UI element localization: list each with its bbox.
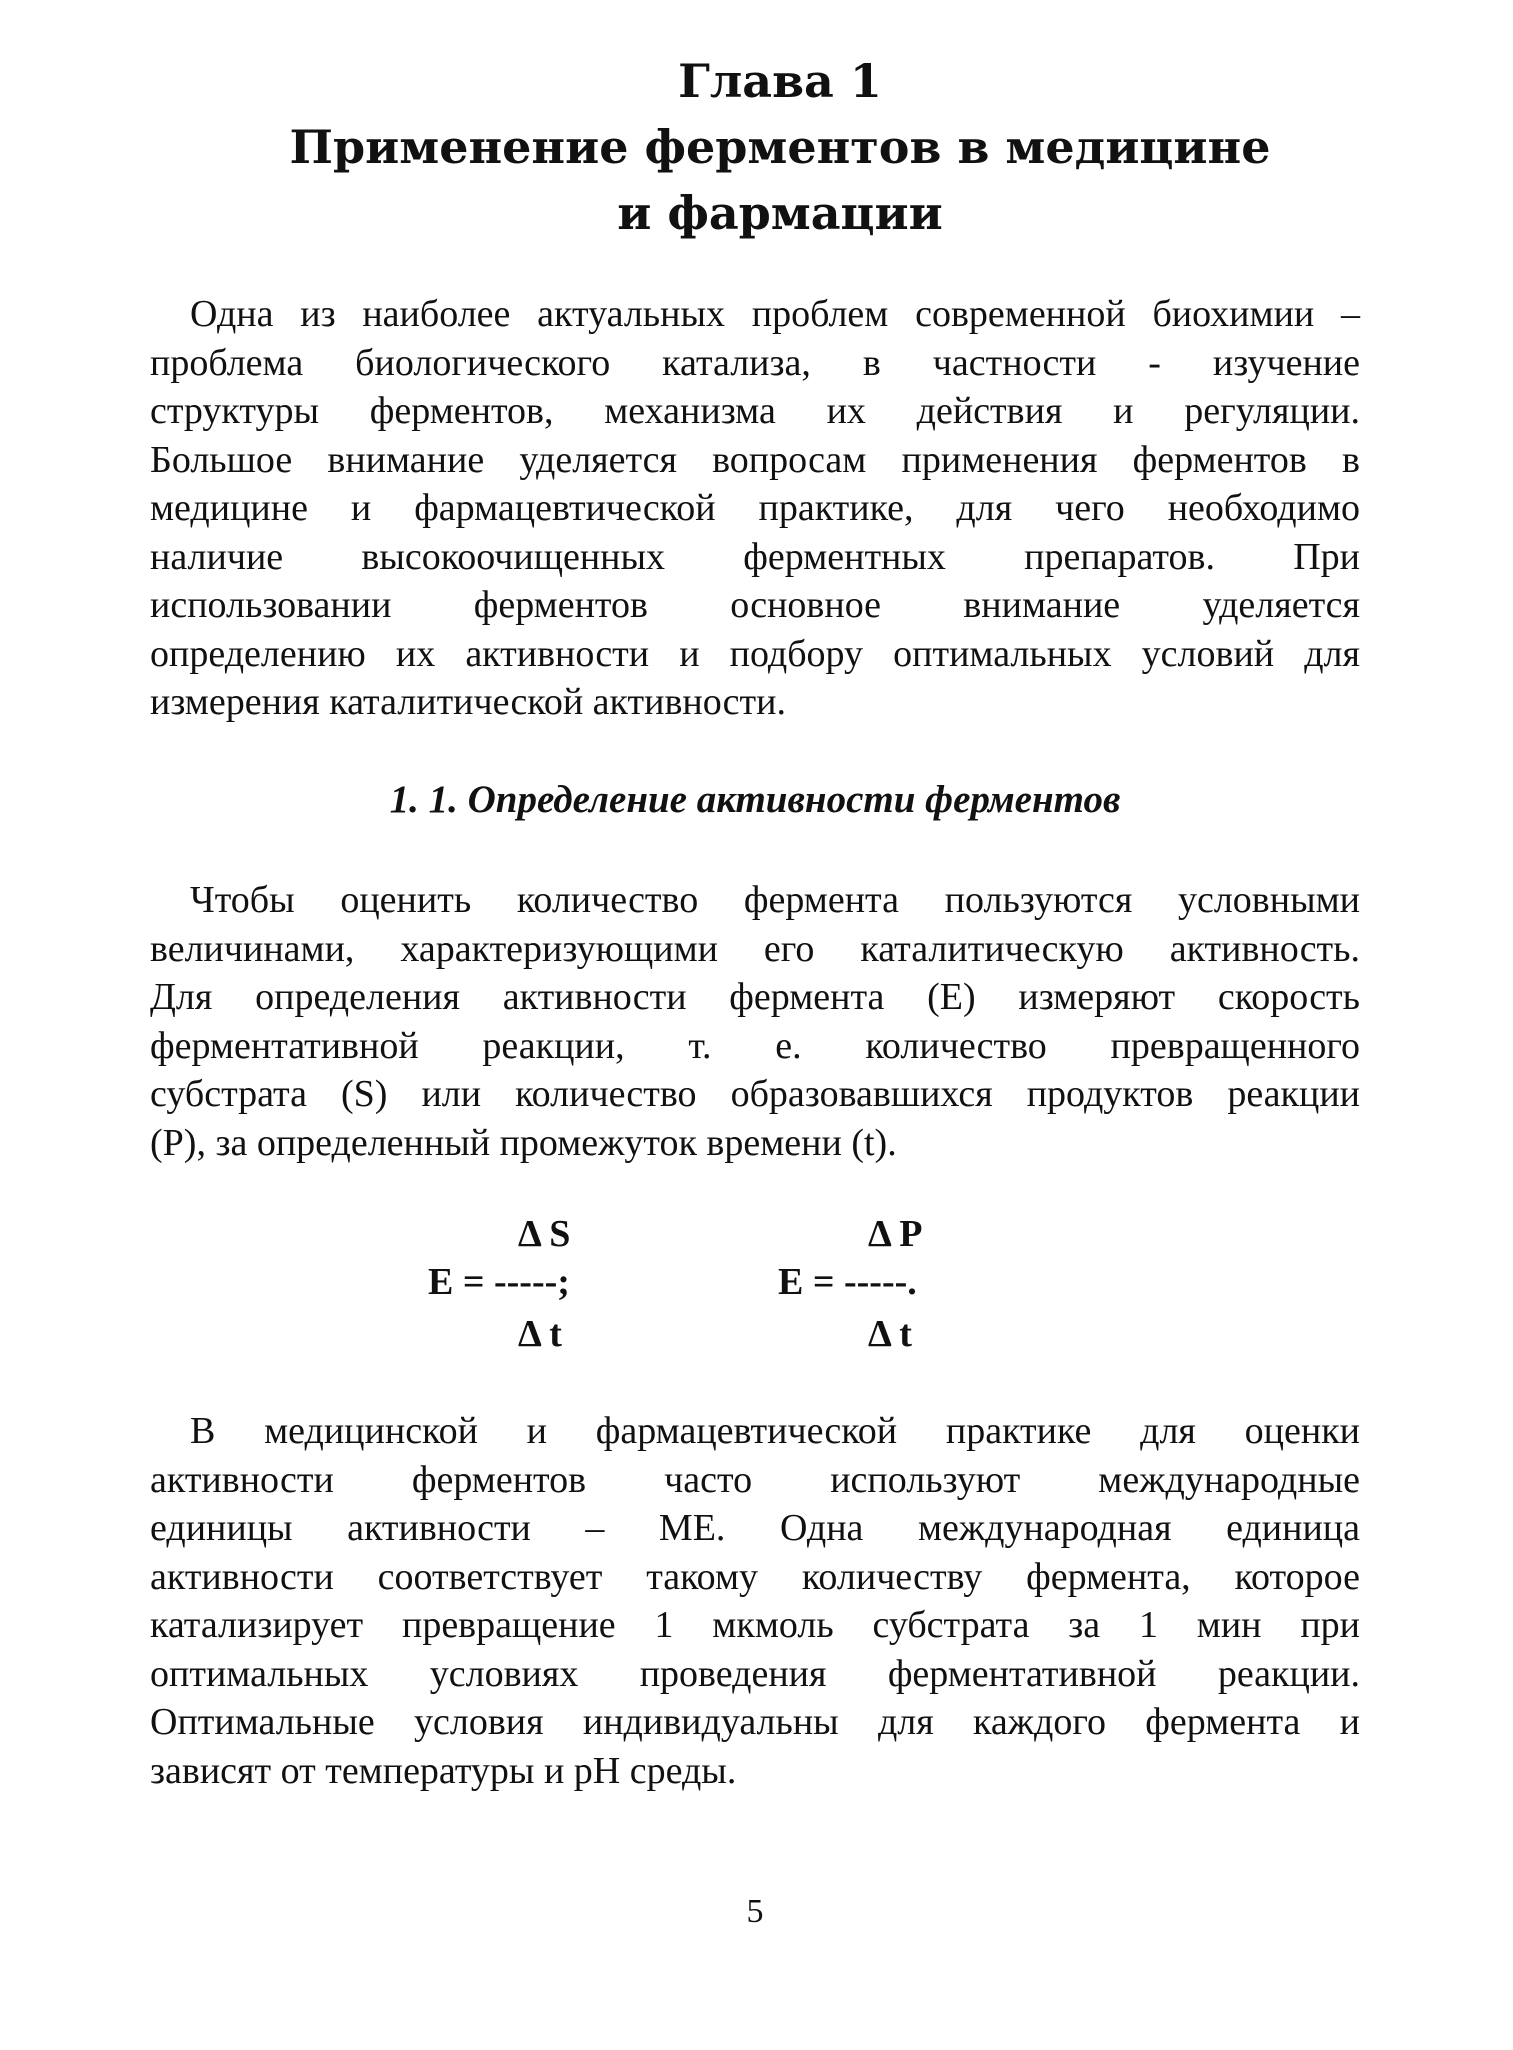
chapter-title-line-1: Применение ферментов в медицине bbox=[289, 120, 1271, 174]
paragraph-line: проблема биологического катализа, в частности - изучение bbox=[150, 341, 1360, 384]
paragraph-line: измерения каталитической активности. bbox=[150, 681, 786, 723]
paragraph-line: медицине и фармацевтической практике, для чего необходимо bbox=[150, 487, 1360, 529]
section-heading: 1. 1. Определение активности ферментов bbox=[389, 778, 1121, 821]
paragraph-line: ферментативной реакции, т. е. количество превращенного bbox=[150, 1024, 1360, 1067]
paragraph-line: Большое внимание уделяется вопросам применения ферментов в bbox=[150, 438, 1360, 481]
formula-substrate bbox=[420, 1210, 680, 1370]
paragraph-line: субстрата (S) или количество образовавшихся продуктов реакции bbox=[150, 1073, 1360, 1115]
formula-numerator: Δ P bbox=[868, 1213, 923, 1255]
formula-fraction-line: E = -----. bbox=[778, 1261, 917, 1303]
paragraph-line: структуры ферментов, механизма их действия и регуляции. bbox=[150, 390, 1360, 432]
paragraph-line: Одна из наиболее актуальных проблем современной биохимии – bbox=[190, 293, 1360, 335]
paragraph-line: наличие высокоочищенных ферментных препаратов. При bbox=[150, 535, 1360, 578]
intro-paragraph bbox=[150, 290, 1360, 727]
paragraph-line: катализирует превращение 1 мкмоль субстрата за 1 мин при bbox=[150, 1604, 1360, 1646]
formula-denominator: Δ t bbox=[868, 1313, 912, 1355]
paragraph-line: Оптимальные условия индивидуальны для каждого фермента и bbox=[150, 1701, 1360, 1743]
chapter-title-line-2: и фармации bbox=[617, 186, 943, 240]
formula-numerator: Δ S bbox=[518, 1213, 571, 1255]
paragraph-line: определению их активности и подбору оптимальных условий для bbox=[150, 632, 1360, 675]
paragraph-line: В медицинской и фармацевтической практике для оценки bbox=[190, 1410, 1360, 1452]
paragraph-line: Для определения активности фермента (Е) измеряют скорость bbox=[150, 976, 1360, 1018]
paragraph-line: активности ферментов часто используют международные bbox=[150, 1458, 1360, 1501]
activity-paragraph bbox=[150, 876, 1360, 1167]
formula-denominator: Δ t bbox=[518, 1313, 562, 1355]
paragraph-line: зависят от температуры и рН среды. bbox=[150, 1749, 737, 1792]
paragraph-line: (Р), за определенный промежуток времени (t). bbox=[150, 1121, 897, 1164]
formula-product bbox=[770, 1210, 1030, 1370]
paragraph-line: Чтобы оценить количество фермента пользуются условными bbox=[190, 879, 1360, 921]
page-number: 5 bbox=[746, 1893, 764, 1930]
paragraph-line: использовании ферментов основное внимание уделяется bbox=[150, 584, 1360, 626]
chapter-heading bbox=[150, 48, 1410, 246]
paragraph-line: единицы активности – МЕ. Одна международная единица bbox=[150, 1507, 1360, 1549]
units-paragraph bbox=[150, 1407, 1360, 1795]
paragraph-line: активности соответствует такому количеству фермента, которое bbox=[150, 1555, 1360, 1598]
paragraph-line: оптимальных условиях проведения ферментативной реакции. bbox=[150, 1652, 1360, 1695]
chapter-number: Глава 1 bbox=[678, 54, 882, 108]
formula-fraction-line: E = -----; bbox=[428, 1261, 570, 1303]
paragraph-line: величинами, характеризующими его каталитическую активность. bbox=[150, 927, 1360, 970]
